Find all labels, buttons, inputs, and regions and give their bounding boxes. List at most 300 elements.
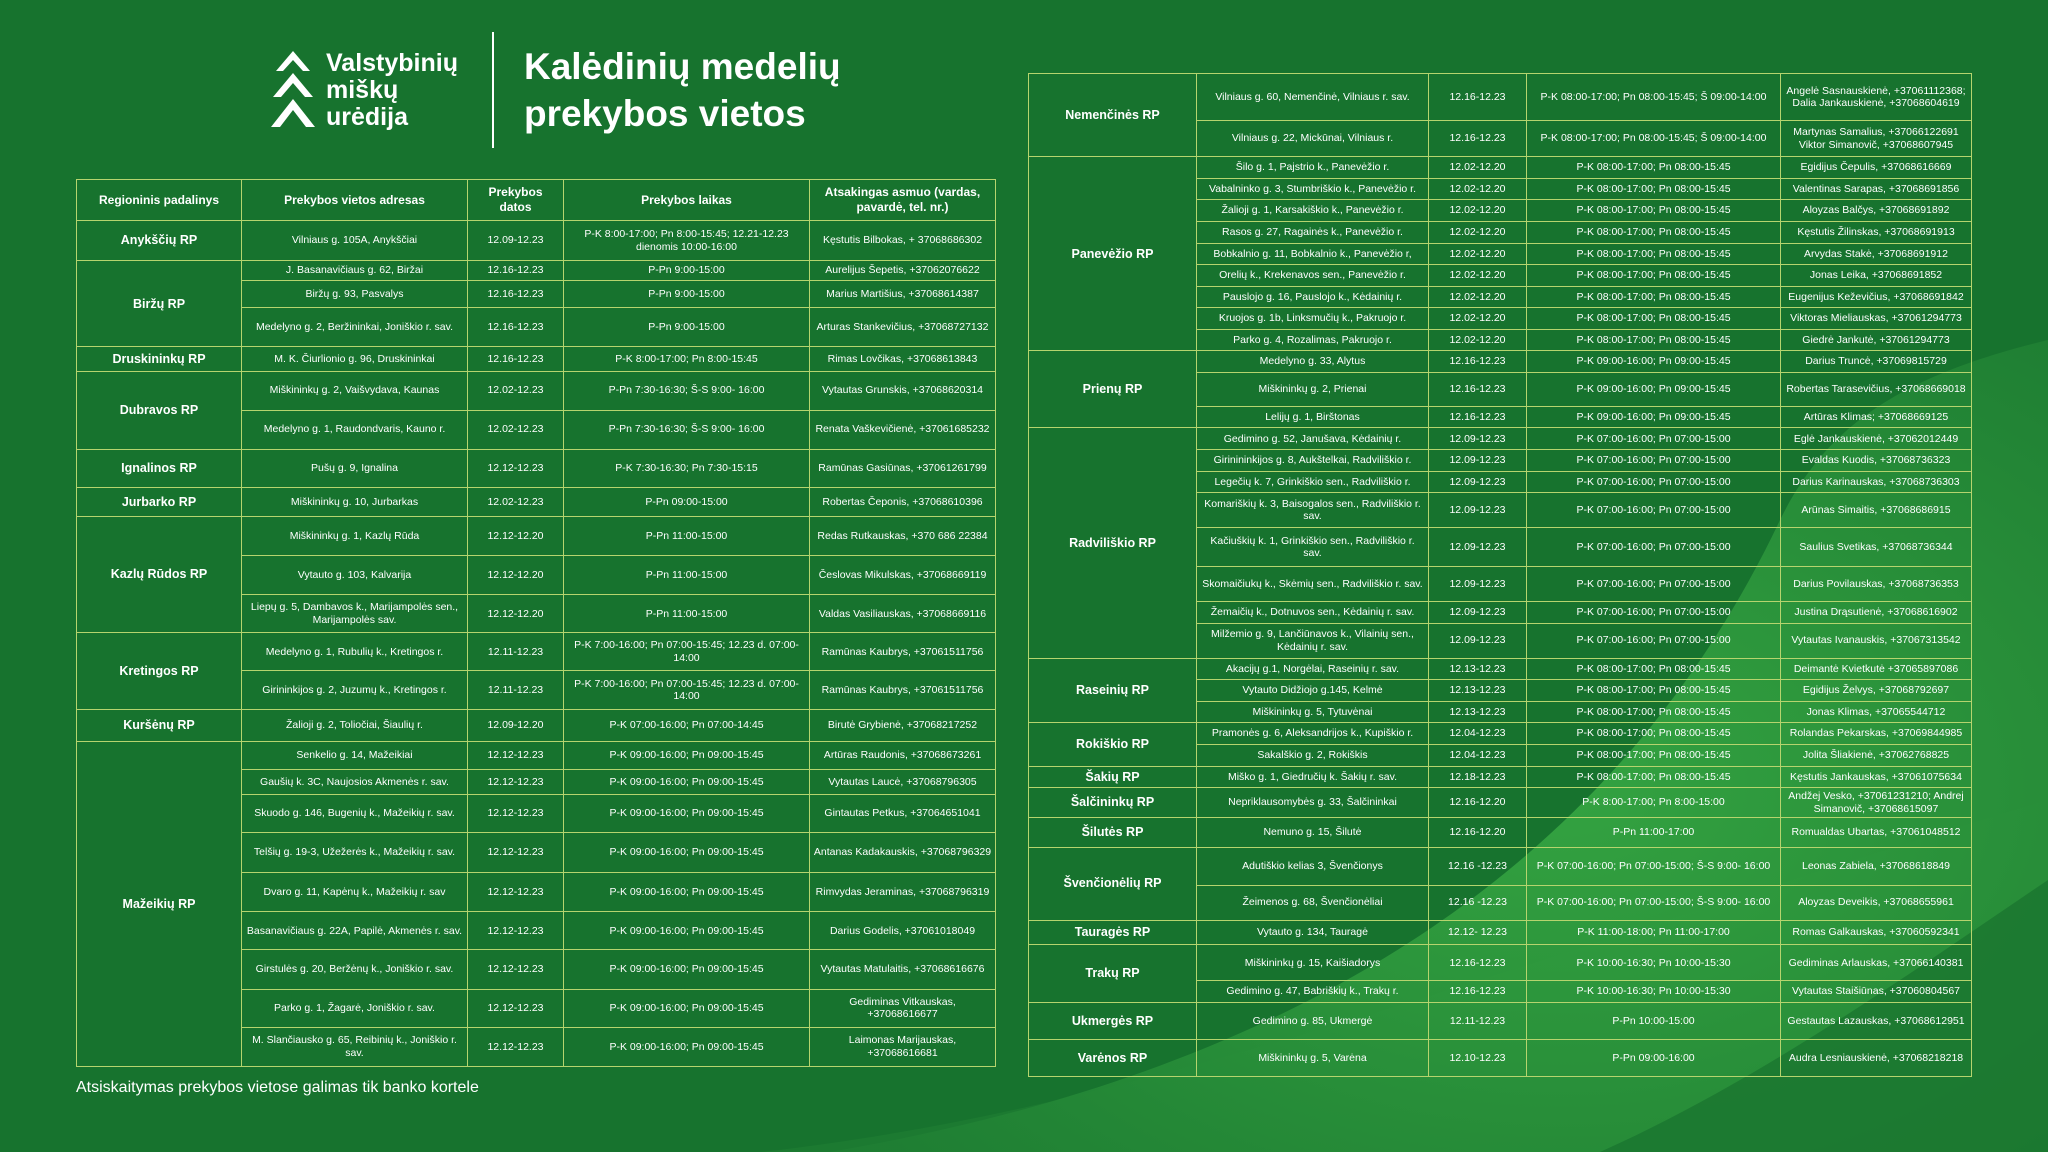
region-name-cell: Raseinių RP bbox=[1029, 658, 1197, 723]
address-cell: Liepų g. 5, Dambavos k., Marijampolės sen., Marijampolės sav. bbox=[242, 595, 468, 633]
address-cell: Žeimenos g. 68, Švenčionėliai bbox=[1197, 885, 1429, 920]
table-row bbox=[1029, 788, 1972, 818]
contact-cell: Gediminas Vitkauskas, +37068616677 bbox=[810, 989, 996, 1027]
address-cell: Skuodo g. 146, Bugenių k., Mažeikių r. sav. bbox=[242, 794, 468, 832]
address-cell: Vytauto g. 134, Tauragė bbox=[1197, 920, 1429, 945]
hours-cell: P-K 08:00-17:00; Pn 08:00-15:45 bbox=[1527, 680, 1781, 702]
region-name-cell: Radviliškio RP bbox=[1029, 428, 1197, 658]
hours-cell: P-Pn 09:00-16:00 bbox=[1527, 1039, 1781, 1076]
contact-cell: Arturas Stankevičius, +37068727132 bbox=[810, 308, 996, 347]
table-row bbox=[77, 347, 996, 371]
dates-cell: 12.09-12.23 bbox=[1429, 428, 1527, 450]
address-cell: Orelių k., Krekenavos sen., Panevėžio r. bbox=[1197, 265, 1429, 287]
region-name-cell: Nemenčinės RP bbox=[1029, 74, 1197, 157]
address-cell: Vilniaus g. 60, Nemenčinė, Vilniaus r. sav. bbox=[1197, 74, 1429, 121]
hours-cell: P-K 09:00-16:00; Pn 09:00-15:45 bbox=[564, 989, 810, 1027]
contact-cell: Aloyzas Deveikis, +37068655961 bbox=[1781, 885, 1972, 920]
region-name-cell: Biržų RP bbox=[77, 261, 242, 347]
dates-cell: 12.12-12.23 bbox=[468, 741, 564, 769]
dates-cell: 12.09-12.23 bbox=[1429, 567, 1527, 602]
dates-cell: 12.02-12.20 bbox=[1429, 200, 1527, 222]
contact-cell: Eugenijus Keževičius, +37068691842 bbox=[1781, 286, 1972, 308]
column-header-address: Prekybos vietos adresas bbox=[242, 180, 468, 221]
hours-cell: P-Pn 7:30-16:30; Š-S 9:00- 16:00 bbox=[564, 371, 810, 410]
dates-cell: 12.16-12.20 bbox=[1429, 788, 1527, 818]
dates-cell: 12.16-12.23 bbox=[468, 308, 564, 347]
hours-cell: P-K 08:00-17:00; Pn 08:00-15:45 bbox=[1527, 329, 1781, 351]
dates-cell: 12.16-12.23 bbox=[1429, 121, 1527, 157]
region-name-cell: Druskininkų RP bbox=[77, 347, 242, 371]
hours-cell: P-K 09:00-16:00; Pn 09:00-15:45 bbox=[564, 741, 810, 769]
hours-cell: P-Pn 10:00-15:00 bbox=[1527, 1002, 1781, 1039]
contact-cell: Darius Karinauskas, +37068736303 bbox=[1781, 471, 1972, 493]
address-cell: Skomaičiukų k., Skėmių sen., Radviliškio r. sav. bbox=[1197, 567, 1429, 602]
dates-cell: 12.13-12.23 bbox=[1429, 658, 1527, 680]
contact-cell: Kęstutis Žilinskas, +37068691913 bbox=[1781, 221, 1972, 243]
region-name-cell: Ukmergės RP bbox=[1029, 1002, 1197, 1039]
contact-cell: Vytautas Matulaitis, +37068616676 bbox=[810, 950, 996, 989]
hours-cell: P-K 09:00-16:00; Pn 09:00-15:45 bbox=[564, 912, 810, 950]
hours-cell: P-K 07:00-16:00; Pn 07:00-15:00 bbox=[1527, 428, 1781, 450]
hours-cell: P-K 08:00-17:00; Pn 08:00-15:45 bbox=[1527, 200, 1781, 222]
contact-cell: Eglė Jankauskienė, +37062012449 bbox=[1781, 428, 1972, 450]
contact-cell: Martynas Samalius, +37066122691 Viktor Simanovič, +37068607945 bbox=[1781, 121, 1972, 157]
region-name-cell: Dubravos RP bbox=[77, 371, 242, 449]
contact-cell: Ramūnas Gasiūnas, +37061261799 bbox=[810, 449, 996, 487]
tree-logo-icon bbox=[270, 49, 316, 131]
address-cell: Miškininkų g. 10, Jurbarkas bbox=[242, 487, 468, 516]
address-cell: Miškininkų g. 5, Varėna bbox=[1197, 1039, 1429, 1076]
contact-cell: Laimonas Marijauskas, +37068616681 bbox=[810, 1027, 996, 1066]
contact-cell: Aurelijus Šepetis, +37062076622 bbox=[810, 261, 996, 281]
page-header bbox=[270, 30, 841, 150]
table-row bbox=[1029, 428, 1972, 450]
hours-cell: P-K 08:00-17:00; Pn 08:00-15:45; Š 09:00-14:00 bbox=[1527, 74, 1781, 121]
hours-cell: P-K 11:00-18:00; Pn 11:00-17:00 bbox=[1527, 920, 1781, 945]
table-row bbox=[1029, 945, 1972, 981]
contact-cell: Giedrė Jankutė, +37061294773 bbox=[1781, 329, 1972, 351]
hours-cell: P-K 08:00-17:00; Pn 08:00-15:45 bbox=[1527, 701, 1781, 723]
payment-note: Atsiskaitymas prekybos vietose galimas tik banko kortele bbox=[76, 1079, 479, 1096]
logo bbox=[270, 49, 458, 131]
hours-cell: P-K 09:00-16:00; Pn 09:00-15:45 bbox=[564, 794, 810, 832]
hours-cell: P-Pn 11:00-15:00 bbox=[564, 595, 810, 633]
dates-cell: 12.12-12.23 bbox=[468, 769, 564, 794]
hours-cell: P-Pn 11:00-17:00 bbox=[1527, 817, 1781, 847]
address-cell: Lelijų g. 1, Birštonas bbox=[1197, 406, 1429, 428]
dates-cell: 12.12-12.23 bbox=[468, 833, 564, 873]
table-row bbox=[77, 516, 996, 555]
dates-cell: 12.12-12.23 bbox=[468, 873, 564, 912]
hours-cell: P-K 7:00-16:00; Pn 07:00-15:45; 12.23 d. 07:00-14:00 bbox=[564, 633, 810, 671]
table-row bbox=[77, 741, 996, 769]
table-row bbox=[77, 261, 996, 281]
table-row bbox=[1029, 157, 1972, 179]
address-cell: M. K. Čiurlionio g. 96, Druskininkai bbox=[242, 347, 468, 371]
region-name-cell: Ignalinos RP bbox=[77, 449, 242, 487]
region-name-cell: Šalčininkų RP bbox=[1029, 788, 1197, 818]
hours-cell: P-K 8:00-17:00; Pn 8:00-15:45; 12.21-12.23 dienomis 10:00-16:00 bbox=[564, 221, 810, 261]
table-row bbox=[1029, 658, 1972, 680]
hours-cell: P-K 09:00-16:00; Pn 09:00-15:45 bbox=[564, 769, 810, 794]
region-name-cell: Kuršėnų RP bbox=[77, 709, 242, 741]
contact-cell: Česlovas Mikulskas, +37068669119 bbox=[810, 556, 996, 595]
address-cell: Vytauto Didžiojo g.145, Kelmė bbox=[1197, 680, 1429, 702]
address-cell: Basanavičiaus g. 22A, Papilė, Akmenės r. sav. bbox=[242, 912, 468, 950]
contact-cell: Vytautas Grunskis, +37068620314 bbox=[810, 371, 996, 410]
address-cell: Gedimino g. 52, Janušava, Kėdainių r. bbox=[1197, 428, 1429, 450]
hours-cell: P-K 7:00-16:00; Pn 07:00-15:45; 12.23 d. 07:00-14:00 bbox=[564, 671, 810, 709]
contact-cell: Kęstutis Bilbokas, + 37068686302 bbox=[810, 221, 996, 261]
header-divider bbox=[492, 32, 494, 148]
address-cell: Parko g. 1, Žagarė, Joniškio r. sav. bbox=[242, 989, 468, 1027]
hours-cell: P-K 10:00-16:30; Pn 10:00-15:30 bbox=[1527, 981, 1781, 1003]
dates-cell: 12.09-12.23 bbox=[1429, 450, 1527, 472]
dates-cell: 12.04-12.23 bbox=[1429, 723, 1527, 745]
address-cell: Akacijų g.1, Norgėlai, Raseinių r. sav. bbox=[1197, 658, 1429, 680]
hours-cell: P-K 09:00-16:00; Pn 09:00-15:45 bbox=[564, 950, 810, 989]
dates-cell: 12.16-12.23 bbox=[468, 281, 564, 308]
address-cell: Kruojos g. 1b, Linksmučių k., Pakruojo r. bbox=[1197, 308, 1429, 330]
region-name-cell: Švenčionėlių RP bbox=[1029, 847, 1197, 920]
contact-cell: Marius Martišius, +37068614387 bbox=[810, 281, 996, 308]
dates-cell: 12.02-12.20 bbox=[1429, 178, 1527, 200]
address-cell: Rasos g. 27, Ragainės k., Panevėžio r. bbox=[1197, 221, 1429, 243]
hours-cell: P-K 07:00-16:00; Pn 07:00-15:00 bbox=[1527, 528, 1781, 567]
region-name-cell: Šakių RP bbox=[1029, 766, 1197, 788]
hours-cell: P-K 07:00-16:00; Pn 07:00-15:00; Š-S 9:00- 16:00 bbox=[1527, 847, 1781, 885]
address-cell: Medelyno g. 1, Rubulių k., Kretingos r. bbox=[242, 633, 468, 671]
address-cell: M. Slančiausko g. 65, Reibinių k., Joniškio r. sav. bbox=[242, 1027, 468, 1066]
contact-cell: Romas Galkauskas, +37060592341 bbox=[1781, 920, 1972, 945]
address-cell: Miškininkų g. 2, Vaišvydava, Kaunas bbox=[242, 371, 468, 410]
dates-cell: 12.02-12.23 bbox=[468, 487, 564, 516]
address-cell: Girstulės g. 20, Beržėnų k., Joniškio r. sav. bbox=[242, 950, 468, 989]
column-header-contact: Atsakingas asmuo (vardas, pavardė, tel. nr.) bbox=[810, 180, 996, 221]
table-row bbox=[77, 709, 996, 741]
contact-cell: Jonas Leika, +37068691852 bbox=[1781, 265, 1972, 287]
logo-wordmark bbox=[326, 50, 458, 131]
dates-cell: 12.02-12.20 bbox=[1429, 221, 1527, 243]
dates-cell: 12.12-12.23 bbox=[468, 794, 564, 832]
page-title-line: Kalėdinių medelių bbox=[523, 46, 841, 87]
dates-cell: 12.09-12.23 bbox=[1429, 493, 1527, 528]
address-cell: Pauslojo g. 16, Pauslojo k., Kėdainių r. bbox=[1197, 286, 1429, 308]
contact-cell: Redas Rutkauskas, +370 686 22384 bbox=[810, 516, 996, 555]
hours-cell: P-Pn 11:00-15:00 bbox=[564, 516, 810, 555]
contact-cell: Vytautas Ivanauskis, +37067313542 bbox=[1781, 623, 1972, 658]
contact-cell: Artūras Klimas; +37068669125 bbox=[1781, 406, 1972, 428]
dates-cell: 12.09-12.23 bbox=[1429, 623, 1527, 658]
dates-cell: 12.16 -12.23 bbox=[1429, 885, 1527, 920]
dates-cell: 12.16-12.23 bbox=[1429, 945, 1527, 981]
address-cell: Kačiuškių k. 1, Grinkiškio sen., Radviliškio r. sav. bbox=[1197, 528, 1429, 567]
column-header-hours: Prekybos laikas bbox=[564, 180, 810, 221]
contact-cell: Rimas Lovčikas, +37068613843 bbox=[810, 347, 996, 371]
address-cell: Vilniaus g. 22, Mickūnai, Vilniaus r. bbox=[1197, 121, 1429, 157]
dates-cell: 12.16-12.23 bbox=[468, 261, 564, 281]
dates-cell: 12.10-12.23 bbox=[1429, 1039, 1527, 1076]
hours-cell: P-Pn 9:00-15:00 bbox=[564, 261, 810, 281]
contact-cell: Angelė Sasnauskienė, +37061112368; Dalia Jankauskienė, +37068604619 bbox=[1781, 74, 1972, 121]
address-cell: Gaušių k. 3C, Naujosios Akmenės r. sav. bbox=[242, 769, 468, 794]
address-cell: Vytauto g. 103, Kalvarija bbox=[242, 556, 468, 595]
dates-cell: 12.12-12.20 bbox=[468, 516, 564, 555]
region-name-cell: Varėnos RP bbox=[1029, 1039, 1197, 1076]
region-name-cell: Kazlų Rūdos RP bbox=[77, 516, 242, 632]
dates-cell: 12.09-12.23 bbox=[468, 221, 564, 261]
dates-cell: 12.13-12.23 bbox=[1429, 701, 1527, 723]
hours-cell: P-K 08:00-17:00; Pn 08:00-15:45 bbox=[1527, 658, 1781, 680]
address-cell: Telšių g. 19-3, Užežerės k., Mažeikių r. sav. bbox=[242, 833, 468, 873]
contact-cell: Valentinas Sarapas, +37068691856 bbox=[1781, 178, 1972, 200]
hours-cell: P-K 08:00-17:00; Pn 08:00-15:45 bbox=[1527, 265, 1781, 287]
dates-cell: 12.12-12.23 bbox=[468, 989, 564, 1027]
table-row bbox=[1029, 766, 1972, 788]
address-cell: Komariškių k. 3, Baisogalos sen., Radviliškio r. sav. bbox=[1197, 493, 1429, 528]
dates-cell: 12.16 -12.23 bbox=[1429, 847, 1527, 885]
hours-cell: P-K 09:00-16:00; Pn 09:00-15:45 bbox=[564, 833, 810, 873]
hours-cell: P-K 07:00-16:00; Pn 07:00-14:45 bbox=[564, 709, 810, 741]
hours-cell: P-K 08:00-17:00; Pn 08:00-15:45 bbox=[1527, 157, 1781, 179]
contact-cell: Rolandas Pekarskas, +37069844985 bbox=[1781, 723, 1972, 745]
dates-cell: 12.16-12.23 bbox=[1429, 351, 1527, 373]
contact-cell: Andžej Vesko, +37061231210; Andrej Simanovič, +37068615097 bbox=[1781, 788, 1972, 818]
address-cell: Dvaro g. 11, Kapėnų k., Mažeikių r. sav bbox=[242, 873, 468, 912]
hours-cell: P-K 08:00-17:00; Pn 08:00-15:45 bbox=[1527, 723, 1781, 745]
hours-cell: P-Pn 09:00-15:00 bbox=[564, 487, 810, 516]
contact-cell: Birutė Grybienė, +37068217252 bbox=[810, 709, 996, 741]
contact-cell: Romualdas Ubartas, +37061048512 bbox=[1781, 817, 1972, 847]
dates-cell: 12.12-12.20 bbox=[468, 556, 564, 595]
region-name-cell: Mažeikių RP bbox=[77, 741, 242, 1066]
region-name-cell: Rokiškio RP bbox=[1029, 723, 1197, 766]
region-name-cell: Trakų RP bbox=[1029, 945, 1197, 1003]
contact-cell: Valdas Vasiliauskas, +37068669116 bbox=[810, 595, 996, 633]
contact-cell: Jonas Klimas, +37065544712 bbox=[1781, 701, 1972, 723]
hours-cell: P-Pn 9:00-15:00 bbox=[564, 308, 810, 347]
address-cell: Bobkalnio g. 11, Bobkalnio k., Panevėžio r, bbox=[1197, 243, 1429, 265]
dates-cell: 12.12-12.20 bbox=[468, 595, 564, 633]
contact-cell: Artūras Raudonis, +37068673261 bbox=[810, 741, 996, 769]
dates-cell: 12.09-12.23 bbox=[1429, 528, 1527, 567]
table-row bbox=[1029, 817, 1972, 847]
address-cell: Gedimino g. 47, Babriškių k., Trakų r. bbox=[1197, 981, 1429, 1003]
hours-cell: P-K 09:00-16:00; Pn 09:00-15:45 bbox=[1527, 406, 1781, 428]
dates-cell: 12.02-12.23 bbox=[468, 410, 564, 449]
table-row bbox=[77, 221, 996, 261]
hours-cell: P-Pn 9:00-15:00 bbox=[564, 281, 810, 308]
table-row bbox=[1029, 920, 1972, 945]
address-cell: Nepriklausomybės g. 33, Šalčininkai bbox=[1197, 788, 1429, 818]
address-cell: Medelyno g. 1, Raudondvaris, Kauno r. bbox=[242, 410, 468, 449]
table-row bbox=[77, 487, 996, 516]
address-cell: Pramonės g. 6, Aleksandrijos k., Kupiškio r. bbox=[1197, 723, 1429, 745]
dates-cell: 12.02-12.20 bbox=[1429, 157, 1527, 179]
dates-cell: 12.02-12.23 bbox=[468, 371, 564, 410]
contact-cell: Vytautas Staišiūnas, +37060804567 bbox=[1781, 981, 1972, 1003]
address-cell: Milžemio g. 9, Lančiūnavos k., Vilainių sen., Kėdainių r. sav. bbox=[1197, 623, 1429, 658]
hours-cell: P-K 08:00-17:00; Pn 08:00-15:45 bbox=[1527, 178, 1781, 200]
contact-cell: Robertas Čeponis, +37068610396 bbox=[810, 487, 996, 516]
table-header-row bbox=[77, 180, 996, 221]
contact-cell: Egidijus Čepulis, +37068616669 bbox=[1781, 157, 1972, 179]
hours-cell: P-Pn 7:30-16:30; Š-S 9:00- 16:00 bbox=[564, 410, 810, 449]
hours-cell: P-K 8:00-17:00; Pn 8:00-15:00 bbox=[1527, 788, 1781, 818]
hours-cell: P-K 08:00-17:00; Pn 08:00-15:45 bbox=[1527, 744, 1781, 766]
contact-cell: Audra Lesniauskienė, +37068218218 bbox=[1781, 1039, 1972, 1076]
dates-cell: 12.02-12.20 bbox=[1429, 286, 1527, 308]
dates-cell: 12.09-12.20 bbox=[468, 709, 564, 741]
address-cell: Nemuno g. 15, Šilutė bbox=[1197, 817, 1429, 847]
dates-cell: 12.11-12.23 bbox=[1429, 1002, 1527, 1039]
dates-cell: 12.12-12.23 bbox=[468, 950, 564, 989]
region-name-cell: Anykščių RP bbox=[77, 221, 242, 261]
address-cell: Žalioji g. 2, Toliočiai, Šiaulių r. bbox=[242, 709, 468, 741]
logo-line: miškų bbox=[326, 75, 399, 104]
dates-cell: 12.16-12.20 bbox=[1429, 817, 1527, 847]
hours-cell: P-Pn 11:00-15:00 bbox=[564, 556, 810, 595]
address-cell: Miškininkų g. 15, Kaišiadorys bbox=[1197, 945, 1429, 981]
region-name-cell: Kretingos RP bbox=[77, 633, 242, 709]
contact-cell: Deimantė Kvietkutė +37065897086 bbox=[1781, 658, 1972, 680]
table-row bbox=[1029, 847, 1972, 885]
logo-line: Valstybinių bbox=[326, 48, 458, 77]
dates-cell: 12.11-12.23 bbox=[468, 633, 564, 671]
hours-cell: P-K 08:00-17:00; Pn 08:00-15:45 bbox=[1527, 766, 1781, 788]
contact-cell: Robertas Tarasevičius, +37068669018 bbox=[1781, 373, 1972, 407]
hours-cell: P-K 08:00-17:00; Pn 08:00-15:45 bbox=[1527, 286, 1781, 308]
contact-cell: Vytautas Laucė, +37068796305 bbox=[810, 769, 996, 794]
dates-cell: 12.12-12.23 bbox=[468, 912, 564, 950]
hours-cell: P-K 7:30-16:30; Pn 7:30-15:15 bbox=[564, 449, 810, 487]
dates-cell: 12.09-12.23 bbox=[1429, 602, 1527, 624]
page-title bbox=[524, 43, 841, 137]
contact-cell: Evaldas Kuodis, +37068736323 bbox=[1781, 450, 1972, 472]
hours-cell: P-K 07:00-16:00; Pn 07:00-15:00 bbox=[1527, 493, 1781, 528]
table-row bbox=[77, 633, 996, 671]
column-header-region: Regioninis padalinys bbox=[77, 180, 242, 221]
table-row bbox=[77, 371, 996, 410]
address-cell: Sakalškio g. 2, Rokiškis bbox=[1197, 744, 1429, 766]
contact-cell: Ramūnas Kaubrys, +37061511756 bbox=[810, 633, 996, 671]
hours-cell: P-K 09:00-16:00; Pn 09:00-15:45 bbox=[1527, 373, 1781, 407]
address-cell: Legečių k. 7, Grinkiškio sen., Radviliškio r. bbox=[1197, 471, 1429, 493]
table-row bbox=[1029, 351, 1972, 373]
address-cell: Miško g. 1, Giedručių k. Šakių r. sav. bbox=[1197, 766, 1429, 788]
address-cell: Medelyno g. 2, Beržininkai, Joniškio r. sav. bbox=[242, 308, 468, 347]
contact-cell: Viktoras Mieliauskas, +37061294773 bbox=[1781, 308, 1972, 330]
contact-cell: Ramūnas Kaubrys, +37061511756 bbox=[810, 671, 996, 709]
address-cell: Vabalninko g. 3, Stumbriškio k., Panevėžio r. bbox=[1197, 178, 1429, 200]
hours-cell: P-K 08:00-17:00; Pn 08:00-15:45 bbox=[1527, 221, 1781, 243]
dates-cell: 12.11-12.23 bbox=[468, 671, 564, 709]
contact-cell: Arvydas Stakė, +37068691912 bbox=[1781, 243, 1972, 265]
dates-cell: 12.12-12.23 bbox=[468, 449, 564, 487]
address-cell: Šilo g. 1, Pajstrio k., Panevėžio r. bbox=[1197, 157, 1429, 179]
dates-cell: 12.09-12.23 bbox=[1429, 471, 1527, 493]
hours-cell: P-K 07:00-16:00; Pn 07:00-15:00 bbox=[1527, 450, 1781, 472]
hours-cell: P-K 09:00-16:00; Pn 09:00-15:45 bbox=[564, 873, 810, 912]
table-row bbox=[1029, 1039, 1972, 1076]
contact-cell: Gediminas Arlauskas, +37066140381 bbox=[1781, 945, 1972, 981]
contact-cell: Arūnas Simaitis, +37068686915 bbox=[1781, 493, 1972, 528]
dates-cell: 12.02-12.20 bbox=[1429, 243, 1527, 265]
address-cell: Miškininkų g. 2, Prienai bbox=[1197, 373, 1429, 407]
region-name-cell: Prienų RP bbox=[1029, 351, 1197, 428]
address-cell: Vilniaus g. 105A, Anykščiai bbox=[242, 221, 468, 261]
address-cell: Gedimino g. 85, Ukmergė bbox=[1197, 1002, 1429, 1039]
hours-cell: P-K 08:00-17:00; Pn 08:00-15:45 bbox=[1527, 243, 1781, 265]
contact-cell: Jolita Šliakienė, +37062768825 bbox=[1781, 744, 1972, 766]
hours-cell: P-K 07:00-16:00; Pn 07:00-15:00 bbox=[1527, 602, 1781, 624]
address-cell: Girinininkijos g. 8, Aukštelkai, Radviliškio r. bbox=[1197, 450, 1429, 472]
address-cell: Pušų g. 9, Ignalina bbox=[242, 449, 468, 487]
address-cell: J. Basanavičiaus g. 62, Biržai bbox=[242, 261, 468, 281]
hours-cell: P-K 09:00-16:00; Pn 09:00-15:45 bbox=[1527, 351, 1781, 373]
dates-cell: 12.12- 12.23 bbox=[1429, 920, 1527, 945]
table-row bbox=[77, 449, 996, 487]
contact-cell: Antanas Kadakauskis, +37068796329 bbox=[810, 833, 996, 873]
region-name-cell: Tauragės RP bbox=[1029, 920, 1197, 945]
table-row bbox=[1029, 723, 1972, 745]
address-cell: Medelyno g. 33, Alytus bbox=[1197, 351, 1429, 373]
dates-cell: 12.16-12.23 bbox=[1429, 74, 1527, 121]
contact-cell: Kęstutis Jankauskas, +37061075634 bbox=[1781, 766, 1972, 788]
address-cell: Miškininkų g. 1, Kazlų Rūda bbox=[242, 516, 468, 555]
contact-cell: Darius Godelis, +37061018049 bbox=[810, 912, 996, 950]
hours-cell: P-K 07:00-16:00; Pn 07:00-15:00 bbox=[1527, 471, 1781, 493]
page-title-line: prekybos vietos bbox=[523, 93, 806, 134]
contact-cell: Darius Truncė, +37069815729 bbox=[1781, 351, 1972, 373]
contact-cell: Gintautas Petkus, +37064651041 bbox=[810, 794, 996, 832]
left-points-table bbox=[76, 179, 996, 1067]
hours-cell: P-K 07:00-16:00; Pn 07:00-15:00 bbox=[1527, 623, 1781, 658]
address-cell: Miškininkų g. 5, Tytuvėnai bbox=[1197, 701, 1429, 723]
hours-cell: P-K 8:00-17:00; Pn 8:00-15:45 bbox=[564, 347, 810, 371]
hours-cell: P-K 08:00-17:00; Pn 08:00-15:45 bbox=[1527, 308, 1781, 330]
hours-cell: P-K 10:00-16:30; Pn 10:00-15:30 bbox=[1527, 945, 1781, 981]
dates-cell: 12.18-12.23 bbox=[1429, 766, 1527, 788]
address-cell: Parko g. 4, Rozalimas, Pakruojo r. bbox=[1197, 329, 1429, 351]
dates-cell: 12.02-12.20 bbox=[1429, 265, 1527, 287]
contact-cell: Leonas Zabiela, +37068618849 bbox=[1781, 847, 1972, 885]
contact-cell: Darius Povilauskas, +37068736353 bbox=[1781, 567, 1972, 602]
address-cell: Adutiškio kelias 3, Švenčionys bbox=[1197, 847, 1429, 885]
address-cell: Girininkijos g. 2, Juzumų k., Kretingos r. bbox=[242, 671, 468, 709]
address-cell: Senkelio g. 14, Mažeikiai bbox=[242, 741, 468, 769]
table-row bbox=[1029, 74, 1972, 121]
contact-cell: Aloyzas Balčys, +37068691892 bbox=[1781, 200, 1972, 222]
hours-cell: P-K 08:00-17:00; Pn 08:00-15:45; Š 09:00-14:00 bbox=[1527, 121, 1781, 157]
region-name-cell: Jurbarko RP bbox=[77, 487, 242, 516]
dates-cell: 12.02-12.20 bbox=[1429, 329, 1527, 351]
contact-cell: Egidijus Želvys, +37068792697 bbox=[1781, 680, 1972, 702]
dates-cell: 12.04-12.23 bbox=[1429, 744, 1527, 766]
dates-cell: 12.16-12.23 bbox=[1429, 981, 1527, 1003]
right-points-table bbox=[1028, 73, 1972, 1077]
contact-cell: Rimvydas Jeraminas, +37068796319 bbox=[810, 873, 996, 912]
dates-cell: 12.13-12.23 bbox=[1429, 680, 1527, 702]
hours-cell: P-K 07:00-16:00; Pn 07:00-15:00 bbox=[1527, 567, 1781, 602]
hours-cell: P-K 09:00-16:00; Pn 09:00-15:45 bbox=[564, 1027, 810, 1066]
contact-cell: Saulius Svetikas, +37068736344 bbox=[1781, 528, 1972, 567]
dates-cell: 12.16-12.23 bbox=[1429, 373, 1527, 407]
dates-cell: 12.12-12.23 bbox=[468, 1027, 564, 1066]
dates-cell: 12.16-12.23 bbox=[468, 347, 564, 371]
dates-cell: 12.16-12.23 bbox=[1429, 406, 1527, 428]
column-header-dates: Prekybos datos bbox=[468, 180, 564, 221]
